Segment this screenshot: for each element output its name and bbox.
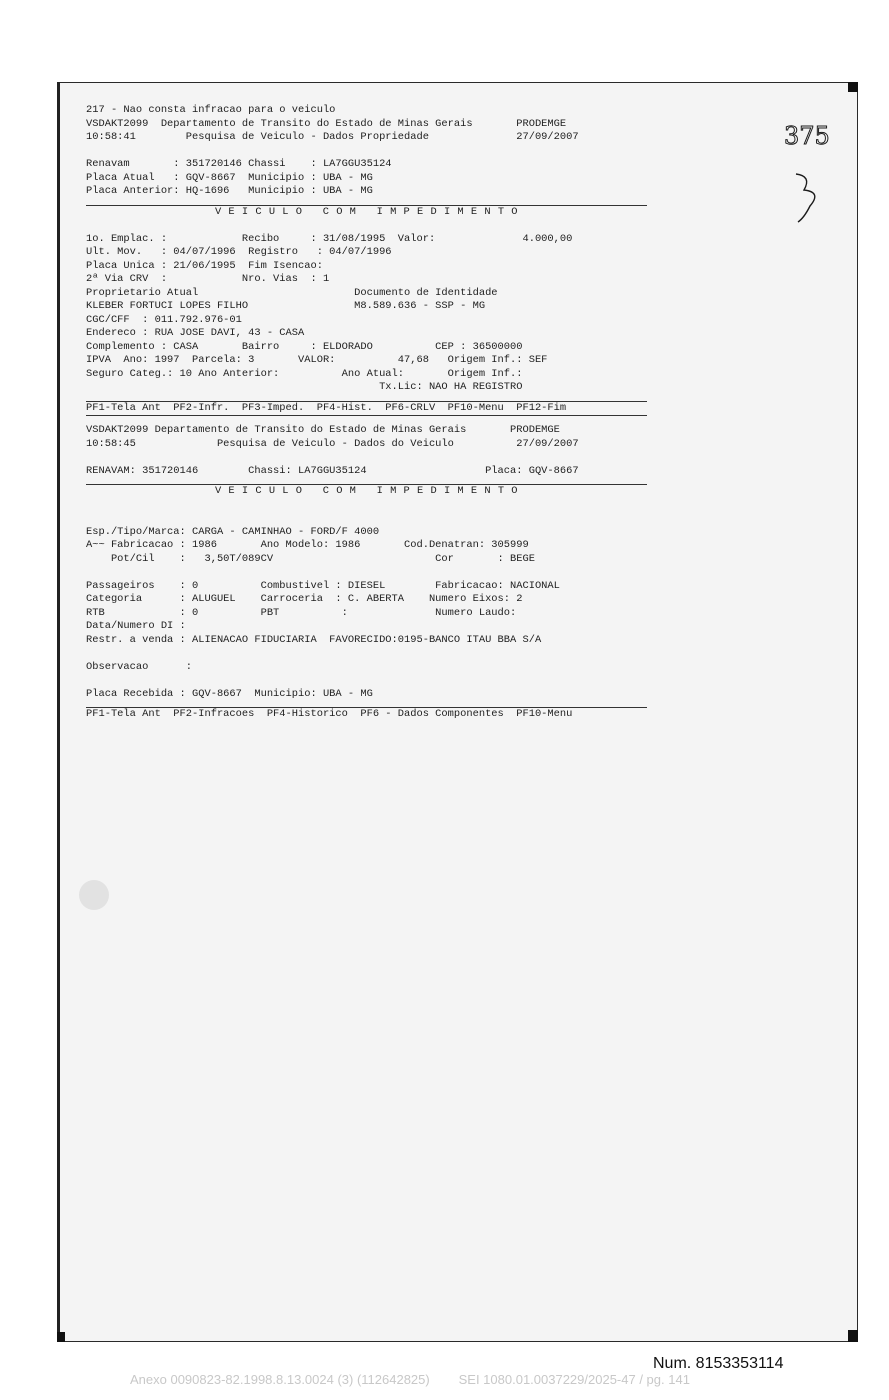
ipva-line: IPVA Ano: 1997 Parcela: 3 VALOR: 47,68 Origem Inf.: SEF bbox=[86, 354, 548, 366]
proprietario-heading-line: Proprietario Atual Documento de Identidade bbox=[86, 286, 498, 299]
scan-artifact-dot bbox=[79, 880, 109, 910]
header2-line-2: 10:58:45 Pesquisa de Veiculo - Dados do Veiculo 27/09/2007 bbox=[86, 437, 579, 450]
header-line-2: 10:58:41 Pesquisa de Veiculo - Dados Propriedade 27/09/2007 bbox=[86, 131, 579, 143]
handwritten-page-number bbox=[782, 104, 846, 224]
txlic-line: Tx.Lic: NAO HA REGISTRO bbox=[86, 381, 523, 393]
handwritten-number-text: 375 bbox=[784, 122, 830, 150]
renavam2-line: RENAVAM: 351720146 Chassi: LA7GGU35124 Placa: GQV-8667 bbox=[86, 464, 579, 477]
placa-recebida-line: Placa Recebida : GQV-8667 Municipio: UBA - MG bbox=[86, 687, 373, 700]
seguro-line: Seguro Categ.: 10 Ano Anterior: Ano Atual: Origem Inf.: bbox=[86, 367, 523, 380]
impedimento-banner-2: V E I C U L O C O M I M P E D I M E N T O bbox=[214, 485, 519, 497]
complemento-line: Complemento : CASA Bairro : ELDORADO CEP : 36500000 bbox=[86, 340, 523, 353]
data-di-line: Data/Numero DI : bbox=[86, 620, 186, 632]
placa-unica-line: Placa Unica : 21/06/1995 Fim Isencao: bbox=[86, 259, 323, 272]
categoria-line: Categoria : ALUGUEL Carroceria : C. ABERTA Numero Eixos: 2 bbox=[86, 593, 523, 605]
placa-anterior-line: Placa Anterior: HQ-1696 Municipio : UBA - MG bbox=[86, 185, 373, 197]
placa-atual-line: Placa Atual : GQV-8667 Municipio : UBA - MG bbox=[86, 171, 373, 184]
rtb-line: RTB : 0 PBT : Numero Laudo: bbox=[86, 606, 517, 619]
divider bbox=[86, 415, 647, 416]
impedimento-banner: V E I C U L O C O M I M P E D I M E N T O bbox=[214, 205, 519, 218]
document-number: Num. 8153353114 bbox=[653, 1355, 784, 1372]
handwritten-mark-icon bbox=[796, 174, 815, 222]
cgc-line: CGC/CFF : 011.792.976-01 bbox=[86, 313, 242, 326]
observacao-line: Observacao : bbox=[86, 660, 193, 673]
restr-venda-line: Restr. a venda : ALIENACAO FIDUCIARIA FAVORECIDO:0195-BANCO ITAU BBA S/A bbox=[86, 633, 542, 646]
scan-corner-top-right bbox=[848, 82, 858, 92]
function-keys-line-2: PF1-Tela Ant PF2-Infracoes PF4-Historico PF6 - Dados Componentes PF10-Menu bbox=[86, 708, 573, 720]
function-keys-line: PF1-Tela Ant PF2-Infr. PF3-Imped. PF4-Hist. PF6-CRLV PF10-Menu PF12-Fim bbox=[86, 401, 567, 414]
owner-name-line: KLEBER FORTUCI LOPES FILHO M8.589.636 - SSP - MG bbox=[86, 300, 486, 312]
esp-tipo-marca-line: Esp./Tipo/Marca: CARGA - CAMINHAO - FORD/F 4000 bbox=[86, 525, 380, 538]
passageiros-line: Passageiros : 0 Combustivel : DIESEL Fabricacao: NACIONAL bbox=[86, 579, 560, 592]
header-line-1: VSDAKT2099 Departamento de Transito do Estado de Minas Gerais PRODEMGE bbox=[86, 117, 567, 130]
terminal-printout bbox=[86, 104, 666, 722]
emplac-line: 1o. Emplac. : Recibo : 31/08/1995 Valor: 4.000,00 bbox=[86, 232, 573, 245]
renavam-line: Renavam : 351720146 Chassi : LA7GGU35124 bbox=[86, 158, 392, 170]
scan-left-edge bbox=[57, 82, 60, 1342]
notice-line: 217 - Nao consta infracao para o veiculo bbox=[86, 104, 336, 116]
endereco-line: Endereco : RUA JOSE DAVI, 43 - CASA bbox=[86, 327, 305, 339]
ult-mov-line: Ult. Mov. : 04/07/1996 Registro : 04/07/1996 bbox=[86, 246, 392, 258]
header2-line-1: VSDAKT2099 Departamento de Transito do Estado de Minas Gerais PRODEMGE bbox=[86, 424, 560, 436]
fabricacao-line: A~~ Fabricacao : 1986 Ano Modelo: 1986 Cod.Denatran: 305999 bbox=[86, 539, 529, 551]
scan-corner-bottom-left bbox=[57, 1332, 65, 1342]
scanned-page bbox=[57, 82, 858, 1342]
scan-corner-bottom-right bbox=[848, 1330, 858, 1342]
annex-reference: Anexo 0090823-82.1998.8.13.0024 (3) (112642825) SEI 1080.01.0037229/2025-47 / pg. 141 bbox=[130, 1372, 690, 1387]
pot-cil-line: Pot/Cil : 3,50T/089CV Cor : BEGE bbox=[86, 552, 535, 565]
via-crv-line: 2ª Via CRV : Nro. Vias : 1 bbox=[86, 273, 330, 285]
